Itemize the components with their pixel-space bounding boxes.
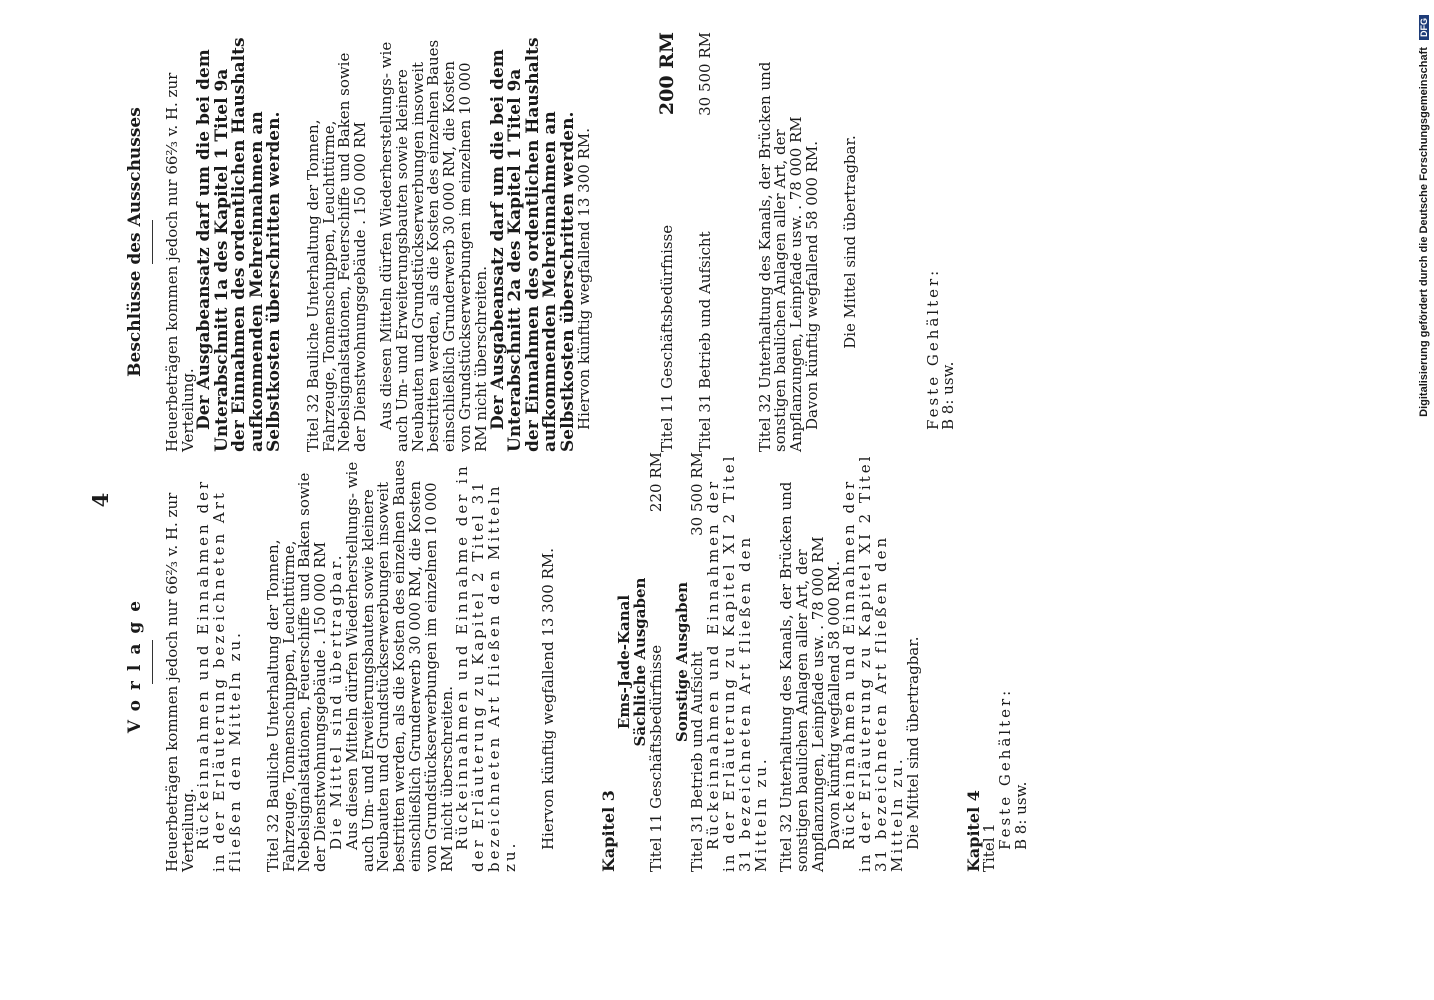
section-heading: Sächliche Ausgaben [630, 577, 649, 747]
section-heading: Sonstige Ausgaben [672, 581, 691, 743]
ems-jade-kanal-heading: Ems-Jade-Kanal [615, 594, 634, 730]
titel-11-row [655, 32, 678, 452]
dfg-logo: DFG [1419, 15, 1429, 40]
receipts-note: Rückeinnahmen und Einnahme der in der Erläuterung zu Kapitel 2 Titel 31 bezeichneten Art fließen den Mitteln zu. [453, 463, 519, 872]
kapitel-3-heading: Kapitel 3 [599, 790, 619, 872]
future-reduction-note: Davon künftig wegfallend 58 000 RM. [802, 140, 821, 430]
fixed-salaries-label: Feste Gehälter: [996, 687, 1015, 850]
title-rule [152, 640, 153, 684]
column-vorlage [125, 452, 1030, 872]
titel-31-amount: 30 500 RM [695, 32, 714, 116]
transferable-note: Die Mittel sind übertragbar. [326, 552, 345, 850]
titel-1-label: Titel 1 [980, 823, 999, 872]
amendment-text: Der Ausgabeansatz darf um die bei dem Unterabschnitt 2a des Kapitel 1 Titel 9a der Einnahmen des ordentlichen Haushalts aufkommenden Mehreinnahmen an Selbstkosten überschritten werden. [487, 37, 578, 452]
titel-11-label: Titel 11 Geschäftsbedürfnisse [646, 644, 665, 872]
titel-31-label: Titel 31 Betrieb und Aufsicht [688, 651, 707, 872]
titel-32-text: Titel 32 Bauliche Unterhaltung der Tonnen, Fahrzeuge, Tonnenschuppen, Leuchttürme, Nebelsignalstationen, Feuerschiffe und Baken sowie der Dienstwohnungsgebäude . 150 000 RM [303, 52, 370, 452]
titel-31-label: Titel 31 Betrieb und Aufsicht [695, 231, 714, 452]
receipts-note: Rückeinnahmen und Einnahmen der in der Erläuterung bezeichneten Art fließen den Mitteln zu. [194, 478, 244, 872]
future-reduction-note: Hiervon künftig wegfallend 13 300 RM. [575, 127, 594, 430]
digitization-note [1418, 15, 1430, 980]
transferable-note: Die Mittel sind übertragbar. [903, 636, 922, 850]
receipts-note: Rückeinnahmen und Einnahmen der in der Erläuterung zu Kapitel XI 2 Titel 31 bezeichneten Art fließen den Mitteln zu. [704, 453, 770, 872]
intro-paragraph: Heuerbeträgen kommen jedoch nur 66²⁄₃ v. H. zur Verteilung. [162, 492, 197, 872]
salary-group-line: B 8: usw. [1011, 781, 1030, 850]
future-reduction-note: Hiervon künftig wegfallend 13 300 RM. [538, 547, 557, 850]
salary-group-line: B 8: usw. [939, 361, 958, 430]
kapitel-4-heading: Kapitel 4 [964, 790, 984, 872]
titel-11-label: Titel 11 Geschäftsbedürfnisse [657, 224, 676, 452]
fixed-salaries-label: Feste Gehälter: [923, 267, 942, 430]
title-rule [152, 220, 153, 264]
titel-31-row [695, 32, 714, 452]
titel-32-text: Titel 32 Unterhaltung des Kanals, der Brücken und sonstigen baulichen Anlagen aller Art, der Anpflanzungen, Leinpfade usw. . 78 000 RM [755, 61, 806, 452]
future-reduction-note: Davon künftig wegfallend 58 000 RM. [824, 560, 843, 850]
intro-paragraph: Heuerbeträgen kommen jedoch nur 66²⁄₃ v. H. zur Verteilung. [162, 72, 197, 452]
column-title-beschluesse: Beschlüsse des Ausschusses [125, 107, 145, 377]
titel-31-amount: 30 500 RM [688, 452, 707, 536]
amendment-text: Der Ausgabeansatz darf um die bei dem Unterabschnitt 1a des Kapitel 1 Titel 9a der Einnahmen des ordentlichen Haushalts aufkommenden Mehreinnahmen an Selbstkosten überschritten werden. [194, 37, 285, 452]
titel-32-text: Titel 32 Bauliche Unterhaltung der Tonnen, Fahrzeuge, Tonnenschuppen, Leuchttürme, Nebelsignalstationen, Feuerschiffe und Baken sowie der Dienstwohnungsgebäude . 150 000 RM [263, 472, 330, 872]
titel-11-row [646, 452, 665, 872]
column-beschluesse [125, 32, 958, 452]
column-title-vorlage: Vorlage [125, 590, 145, 734]
titel-11-amount: 220 RM [646, 452, 665, 513]
titel-32-text: Titel 32 Unterhaltung des Kanals, der Brücken und sonstigen baulichen Anlagen aller Art, der Anpflanzungen, Leinpfade usw. . 78 000 RM [777, 481, 827, 872]
titel-11-amount: 200 RM [655, 32, 678, 116]
receipts-note: Rückeinnahmen und Einnahmen der in der Erläuterung zu Kapitel XI 2 Titel 31 bezeichneten Art fließen den Mitteln zu. [840, 453, 906, 872]
transferable-note: Die Mittel sind übertragbar. [840, 135, 859, 349]
titel-32-conditions: Aus diesen Mitteln dürfen Wiederherstellungs- wie auch Um- und Erweiterungsbauten sowie kleinere Neubauten und Grundstückserwerbungen insoweit bestritten werden, als die Kosten des einzelnen Baues einschließlich Grunderwerb 30 000 RM, die Kosten von Grundstückserwerbungen im einzelnen 10 000 RM nicht überschreiten. [342, 459, 456, 872]
digitization-text: Digitalisierung gefördert durch die Deutsche Forschungsgemeinschaft [1418, 47, 1430, 417]
page-number: 4 [88, 492, 113, 508]
titel-32-conditions: Aus diesen Mitteln dürfen Wiederherstellungs- wie auch Um- und Erweiterungsbauten sowie kleinere Neubauten und Grundstückserwerbungen insoweit bestritten werden, als die Kosten des einzelnen Baues einschließlich Grunderwerb 30 000 RM, die Kosten von Grundstückserwerbungen im einzelnen 10 000 RM nicht überschreiten. [377, 39, 490, 452]
